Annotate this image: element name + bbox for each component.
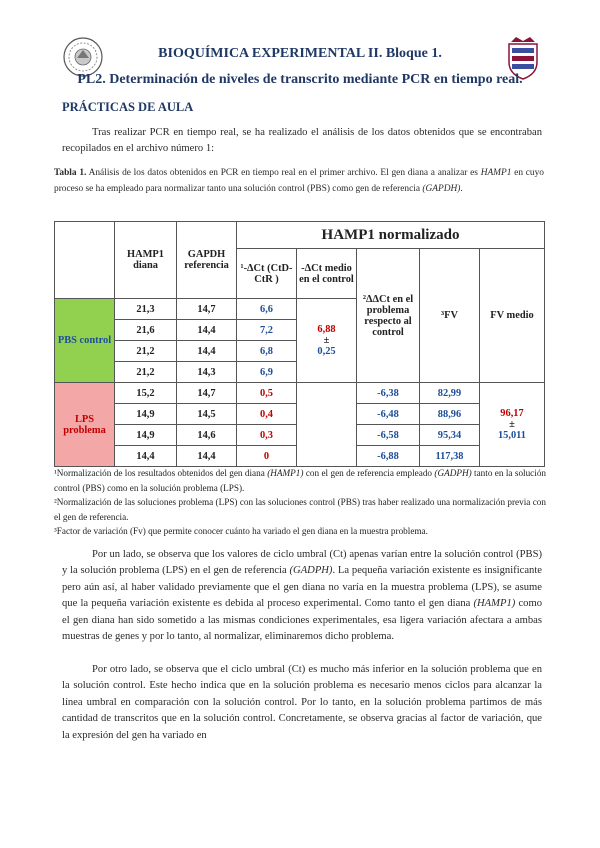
header-hamp1-normalizado: HAMP1 normalizado [237, 222, 545, 249]
document-subtitle: PL2. Determinación de niveles de transcrito mediante PCR en tiempo real. [77, 72, 523, 87]
note-1-e: tanto en la solución control (PBS) como en la solución problema (LPS). [54, 468, 547, 493]
pbs-dct-3: 6,8 [237, 341, 297, 362]
lps-dct-4: 0 [237, 446, 297, 467]
header-fv: ³FV [420, 249, 480, 383]
pbs-hamp-3: 21,2 [115, 341, 177, 362]
table-notes [54, 466, 546, 539]
para2-d: (HAMP1) [473, 598, 516, 610]
caption-label: Tabla 1. [54, 168, 87, 178]
caption-text-3: . [460, 184, 463, 194]
para2-e: como el gen diana han sido sometido a las mismas condiciones experimentales, esa ligera variación afectara a ambas muestras de genes y por lo tanto, al normalizar, eliminaremos dicho problema. [62, 598, 542, 643]
caption-ref: (GAPDH) [422, 184, 461, 194]
header-ddct: ²ΔΔCt en el problema respecto al control [357, 249, 420, 383]
intro-paragraph: Tras realizar PCR en tiempo real, se ha realizado el análisis de los datos obtenidos que se encontraban recopilados en el archivo número 1: [62, 127, 542, 155]
lps-hamp-4: 14,4 [115, 446, 177, 467]
lps-dct-3: 0,3 [237, 425, 297, 446]
note-1-b: (HAMP1) [267, 468, 304, 478]
lps-gapdh-1: 14,7 [177, 383, 237, 404]
header-fv-medio: FV medio [480, 249, 545, 383]
pbs-mean-value: 6,88 [317, 324, 336, 335]
pbs-gapdh-1: 14,7 [177, 299, 237, 320]
lps-dct-2: 0,4 [237, 404, 297, 425]
header-dct-medio: -ΔCt medio en el control [297, 249, 357, 299]
caption-gene: HAMP1 [480, 168, 512, 178]
results-table [54, 221, 545, 467]
pbs-dct-1: 6,6 [237, 299, 297, 320]
fv-sd-value: 15,011 [497, 430, 526, 441]
caption-text-2: en cuyo proceso se ha empleado para normalizar tanto una solución control (PBS) como gen de referencia [54, 168, 544, 194]
lps-hamp-2: 14,9 [115, 404, 177, 425]
lps-fv-3: 95,34 [420, 425, 480, 446]
note-1-c: con el gen de referencia empleado [303, 468, 435, 478]
lps-fv-2: 88,96 [420, 404, 480, 425]
pbs-dct-4: 6,9 [237, 362, 297, 383]
paragraph-3 [62, 662, 542, 744]
note-3: ³Factor de variación (Fv) que permite conocer cuánto ha variado el gen diana en la muestra problema. [54, 526, 428, 537]
lps-gapdh-2: 14,5 [177, 404, 237, 425]
note-1 [54, 466, 546, 495]
lps-fv-mean [480, 383, 545, 467]
pbs-sd-value: 0,25 [317, 346, 336, 357]
fv-pm-sign: ± [509, 419, 515, 430]
group-lps-problema: LPS problema [55, 383, 115, 467]
lps-fv-1: 82,99 [420, 383, 480, 404]
lps-ddct-3: -6,58 [357, 425, 420, 446]
header-gapdh: GAPDH referencia [177, 222, 237, 299]
lps-dct-mean-empty [297, 383, 357, 467]
paragraph-2 [62, 547, 542, 645]
para2-c: . La pequeña variación existente es insignificante pero aún así, al haber validado previamente que el gen diana no varía en la muestra problema (LPS), se asume que la pequeña variación existente es debida al proceso experimental. Como tanto el gen diana [62, 565, 542, 610]
fv-mean-value: 96,17 [500, 408, 524, 419]
note-2: ²Normalización de las soluciones problema (LPS) con las soluciones control (PBS) tras haber realizado una normalización previa con el gen de referencia. [54, 497, 546, 522]
header-dct: ¹-ΔCt (CtD-CtR ) [237, 249, 297, 299]
pbs-pm-sign: ± [323, 335, 330, 346]
header-hamp1: HAMP1 diana [115, 222, 177, 299]
pbs-dct-2: 7,2 [237, 320, 297, 341]
pbs-gapdh-4: 14,3 [177, 362, 237, 383]
para2-a: Por un lado, se observa que los valores de ciclo umbral (Ct) apenas varían entre la solución control (PBS) y la solución problema (LPS) en el gen de referencia [62, 549, 542, 577]
group-pbs-control: PBS control [55, 299, 115, 383]
table-caption [54, 165, 544, 197]
lps-hamp-1: 15,2 [115, 383, 177, 404]
note-1-a: ¹Normalización de los resultados obtenidos del gen diana [54, 468, 268, 478]
lps-gapdh-3: 14,6 [177, 425, 237, 446]
note-1-d: (GADPH) [434, 468, 472, 478]
pbs-hamp-2: 21,6 [115, 320, 177, 341]
lps-ddct-4: -6,88 [357, 446, 420, 467]
pbs-hamp-1: 21,3 [115, 299, 177, 320]
para3-text: Por otro lado, se observa que el ciclo umbral (Ct) es mucho más inferior en la solución problema que en la solución control. Este hecho indica que en la solución problema es necesario menos ciclos para alcanzar la línea umbral en comparación con la solución control. Por lo tanto, en la solución problema partimos de más cantidad de transcritos que en la solución control. Concretamente, se observa gracias al factor de variación, que la expresión del gen ha variado en [62, 664, 542, 741]
pbs-dct-mean [297, 299, 357, 383]
lps-dct-1: 0,5 [237, 383, 297, 404]
pbs-gapdh-2: 14,4 [177, 320, 237, 341]
header-corner [55, 222, 115, 299]
pbs-gapdh-3: 14,4 [177, 341, 237, 362]
lps-hamp-3: 14,9 [115, 425, 177, 446]
lps-fv-4: 117,38 [420, 446, 480, 467]
section-title: PRÁCTICAS DE AULA [62, 100, 194, 114]
document-title: BIOQUÍMICA EXPERIMENTAL II. Bloque 1. [158, 46, 442, 61]
lps-ddct-2: -6,48 [357, 404, 420, 425]
lps-ddct-1: -6,38 [357, 383, 420, 404]
lps-gapdh-4: 14,4 [177, 446, 237, 467]
pbs-hamp-4: 21,2 [115, 362, 177, 383]
para2-b: (GADPH) [289, 565, 333, 577]
caption-text-1: Análisis de los datos obtenidos en PCR en tiempo real en el primer archivo. El gen diana a analizar es [86, 168, 481, 178]
